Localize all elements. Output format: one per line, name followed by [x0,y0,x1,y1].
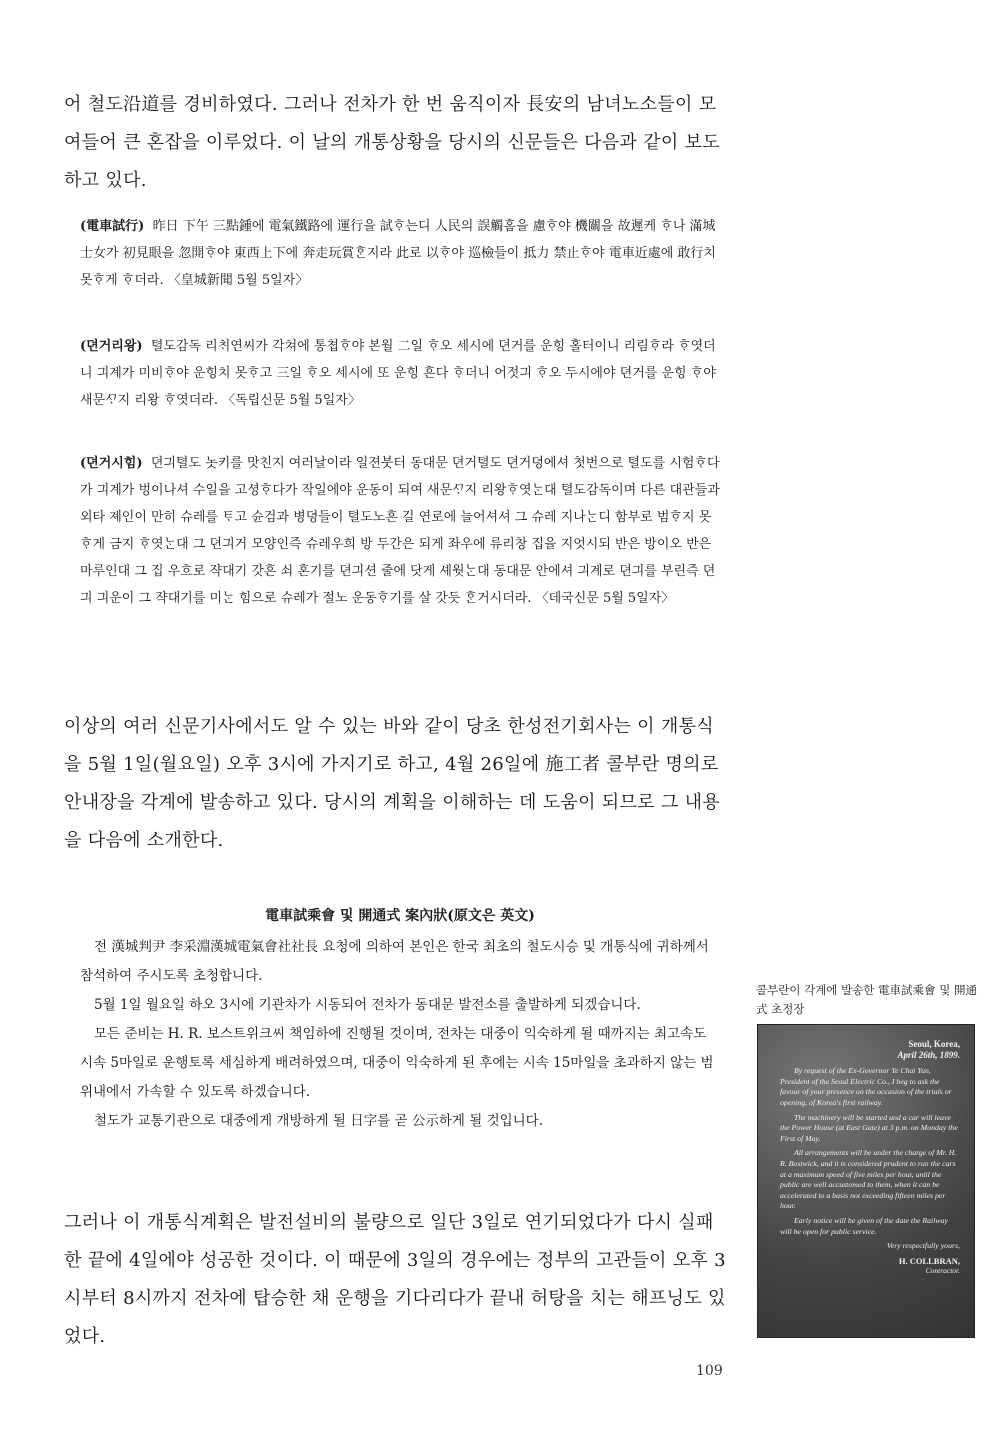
quote-body: 昨日 下午 三點鍾에 電氣鐵路에 運行을 試ᄒᆞ는디 人民의 誤觸홈을 慮ᄒᆞ야 機關을 故遲케 ᄒᆞ나 滿城士女가 初見眼을 忽開ᄒᆞ야 東西上下에 奔走玩賞ᄒᆞᆫ지라 此로 以ᄒᆞ야 巡檢들이 抵力 禁止ᄒᆞ야 電車近處에 敢行치 못ᄒᆞ게 ᄒᆞ더라. 〈皇城新聞 5월 5일자〉 [80,219,716,288]
closing-paragraph: 그러나 이 개통식계획은 발전설비의 불량으로 일단 3일로 연기되었다가 다시 실패한 끝에 4일에야 성공한 것이다. 이 때문에 3일의 경우에는 정부의 고관들이 오후 3시부터 8시까지 전차에 탑승한 채 운행을 기다리다가 끝내 허탕을 치는 해프닝도 있었다. [64,1212,726,1347]
quote-body: 뎐긔텰도 놋키를 맛친지 여러날이라 일젼붓터 동대문 뎐거텰도 뎐거뎡에셔 첫번으로 텰도를 시험ᄒᆞ다가 긔계가 벙이나셔 수일을 고셩ᄒᆞ다가 작일에야 운동이 되여 새문ᄭᆞ지 리왕ᄒᆞ엿ᄂᆞᆫ대 텰도감독이며 다른 대관들과 외타 졔인이 만히 슈레를 ᄐᆞ고 슌검과 병뎡들이 텰도노흔 길 연로에 늘어셔셔 그 슈레 지나ᄂᆞᆫ디 함부로 범ᄒᆞ지 못ᄒᆞ게 금지 ᄒᆞ엿ᄂᆞᆫ대 그 뎐긔거 모양인즉 슈레우희 방 두간은 되게 좌우에 류리창 집을 지엇시되 반은 방이오 반은 마루인대 그 집 우흐로 쟉대기 갓흔 쇠 혼기를 뎐긔션 줄에 닷게 셰웟ᄂᆞᆫ대 동대문 안에셔 긔계로 뎐긔를 부린즉 뎐긔 긔운이 그 쟉대기를 미ᄂᆞᆫ 힘으로 슈레가 절노 운동ᄒᆞ기를 살 갓듯 ᄒᆞᆫ거시더라. 〈데국신문 5월 5일자〉 [80,456,720,606]
quote-block [80,213,720,294]
letter-paragraph: All arrangements will be under the charge of Mr. H. R. Bostwick, and it is considered prudent to run the cars at a maximum speed of five miles per hour, until the public are well accustomed to them, when it can be accelerated to a basis not exceeding fifteen miles per hour. [780,1148,957,1211]
quote-heading: (電車試行) [80,219,145,234]
letter-paragraph: Early notice will be given of the date the Railway will be open for public service. [780,1215,948,1236]
middle-paragraph: 이상의 여러 신문기사에서도 알 수 있는 바와 같이 당초 한성전기회사는 이 개통식을 5월 1일(월요일) 오후 3시에 가지기로 하고, 4월 26일에 施工者 콜부란 명의로 안내장을 각계에 발송하고 있다. 당시의 계획을 이해하는 데 도움이 되므로 그 내용을 다음에 소개한다. [64,716,720,851]
quote-block [80,333,720,414]
invitation-letter-image [757,1024,975,1338]
letter-location: Seoul, Korea, [908,1039,960,1049]
quote-block [80,450,720,612]
notice-line: 모든 준비는 H. R. 보스트위크씨 책임하에 진행될 것이며, 전차는 대중이 익숙하게 될 때까지는 최고속도 시속 5마일로 운행토록 세심하게 배려하였으며, 대중이 익숙하게 된 후에는 시속 15마일을 초과하지 않는 범위내에서 가속할 수 있도록 하겠습니다. [80,1026,714,1100]
notice-line: 철도가 교통기관으로 대중에게 개방하게 될 日字를 곧 公示하게 될 것입니다. [94,1113,544,1129]
letter-signature: H. COLLBRAN, [898,1255,960,1266]
letter-paragraph: The machinery will be started and a car will leave the Power House (at East Gate) at 3 p.m. on Monday the First of May. [780,1112,958,1143]
letter-role: Contractor. [925,1266,960,1276]
intro-paragraph: 어 철도沿道를 경비하였다. 그러나 전차가 한 번 움직이자 長安의 남녀노소들이 모여들어 큰 혼잡을 이루었다. 이 날의 개통상황을 당시의 신문들은 다음과 같이 보도하고 있다. [64,94,720,191]
notice-line: 전 漢城判尹 李采淵漢城電氣會社社長 요청에 의하여 본인은 한국 최초의 철도시승 및 개통식에 귀하께서 참석하여 주시도록 초청합니다. [80,939,709,984]
notice-line: 5월 1일 월요일 하오 3시에 기관차가 시동되어 전차가 동대문 발전소를 출발하게 되겠습니다. [94,997,641,1013]
letter-paragraph: By request of the Ex-Governor Ye Chai Yun, President of the Seoul Electric Co., I beg to ask the favour of your presence on the occasion of the trials or opening, of Korea's first railway. [780,1066,952,1107]
figure-caption: 콜부란이 각계에 발송한 電車試乘會 및 開通式 초정장 [756,983,977,1016]
notice-title: 電車試乘會 및 開通式 案內狀(原文은 英文) [265,908,535,924]
notice-body [80,933,720,1136]
letter-closing: Very respectfully yours, [886,1241,960,1251]
quote-heading: (뎐거시힘) [80,456,143,471]
letter-date: April 26th, 1899. [897,1049,960,1060]
quote-body: 텰도감독 리ᄎᆡ연씨가 각쳐에 통쳡ᄒᆞ야 본월 二일 ᄒᆞ오 세시에 뎐거를 운힝 홀터이니 리림ᄒᆞ라 ᄒᆞ엿더니 긔계가 미비ᄒᆞ야 운힝치 못ᄒᆞ고 三일 ᄒᆞ오 세시에 또 운힝 흔다 ᄒᆞ더니 어젓긔 ᄒᆞ오 두시에야 뎐거를 운힝 ᄒᆞ야 새문ᄭᆞ지 리왕 ᄒᆞ엿더라. 〈독립신문 5월 5일자〉 [80,339,716,408]
page-number: 109 [696,1363,723,1379]
quote-heading: (뎐거리왕) [80,339,143,354]
